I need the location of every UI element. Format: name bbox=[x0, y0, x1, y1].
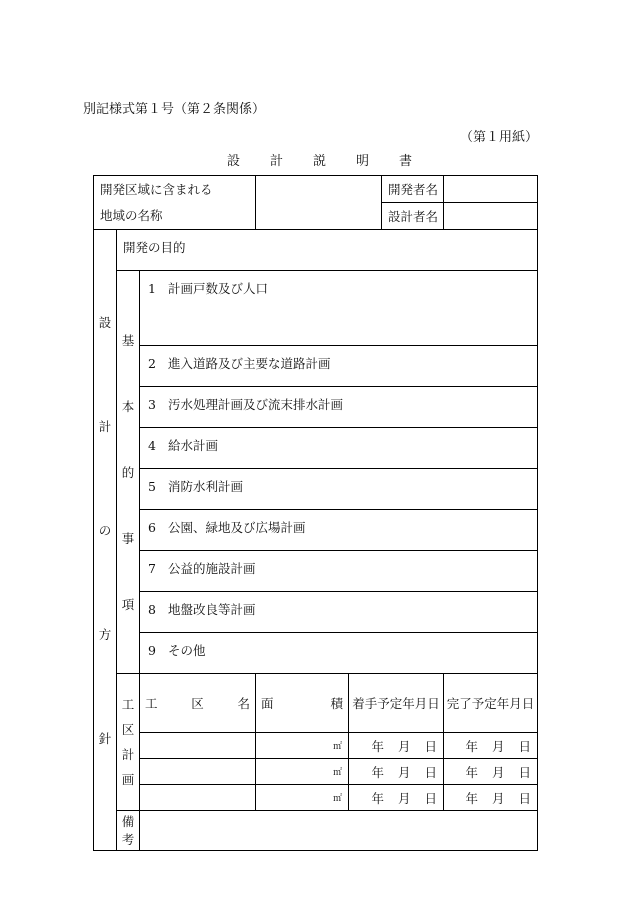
remarks-field[interactable] bbox=[140, 811, 538, 851]
basic-item-9[interactable]: 9 その他 bbox=[140, 632, 538, 673]
finish-date-field[interactable]: 年 月 日 bbox=[444, 785, 538, 811]
designer-label: 設計者名 bbox=[382, 203, 444, 230]
area-field[interactable]: ㎡ bbox=[256, 785, 349, 811]
start-date-header: 着手予定年月日 bbox=[349, 673, 444, 733]
finish-date-header: 完了予定年月日 bbox=[444, 673, 538, 733]
sheet-label: （第１用紙） bbox=[460, 130, 539, 145]
basic-item-3[interactable]: 3 汚水処理計画及び流末排水計画 bbox=[140, 386, 538, 427]
document-title: 設計説明書 bbox=[227, 154, 443, 169]
zone-name-field[interactable] bbox=[140, 733, 256, 759]
basic-item-2[interactable]: 2 進入道路及び主要な道路計画 bbox=[140, 345, 538, 386]
design-explanation-table bbox=[93, 175, 538, 851]
area-name-field[interactable] bbox=[256, 176, 382, 230]
area-field[interactable]: ㎡ bbox=[256, 759, 349, 785]
area-name-label: 開発区域に含まれる 地域の名称 bbox=[94, 176, 256, 230]
finish-date-field[interactable]: 年 月 日 bbox=[444, 759, 538, 785]
start-date-field[interactable]: 年 月 日 bbox=[349, 785, 444, 811]
basic-item-6[interactable]: 6 公園、緑地及び広場計画 bbox=[140, 509, 538, 550]
area-field[interactable]: ㎡ bbox=[256, 733, 349, 759]
zone-name-header: 工 区 名 bbox=[140, 673, 256, 733]
form-reference: 別記様式第１号（第２条関係） bbox=[83, 102, 266, 117]
basic-item-5[interactable]: 5 消防水利計画 bbox=[140, 468, 538, 509]
purpose-cell[interactable] bbox=[117, 230, 538, 271]
zone-plan-vertical-label: 工 区 計 画 bbox=[117, 673, 140, 811]
area-header: 面 積 bbox=[256, 673, 349, 733]
basic-item-1[interactable]: 1 計画戸数及び人口 bbox=[140, 271, 538, 346]
basic-item-4[interactable]: 4 給水計画 bbox=[140, 427, 538, 468]
basic-matters-vertical-label: 基 本 的 事 項 bbox=[117, 271, 140, 674]
basic-item-8[interactable]: 8 地盤改良等計画 bbox=[140, 591, 538, 632]
remarks-vertical-label: 備 考 bbox=[117, 811, 140, 851]
developer-field[interactable] bbox=[444, 176, 538, 203]
zone-name-field[interactable] bbox=[140, 785, 256, 811]
basic-item-7[interactable]: 7 公益的施設計画 bbox=[140, 550, 538, 591]
designer-field[interactable] bbox=[444, 203, 538, 230]
purpose-label: 開発の目的 bbox=[123, 240, 186, 255]
design-policy-vertical-label: 設 計 の 方 針 bbox=[94, 230, 117, 851]
start-date-field[interactable]: 年 月 日 bbox=[349, 759, 444, 785]
start-date-field[interactable]: 年 月 日 bbox=[349, 733, 444, 759]
finish-date-field[interactable]: 年 月 日 bbox=[444, 733, 538, 759]
developer-label: 開発者名 bbox=[382, 176, 444, 203]
zone-name-field[interactable] bbox=[140, 759, 256, 785]
